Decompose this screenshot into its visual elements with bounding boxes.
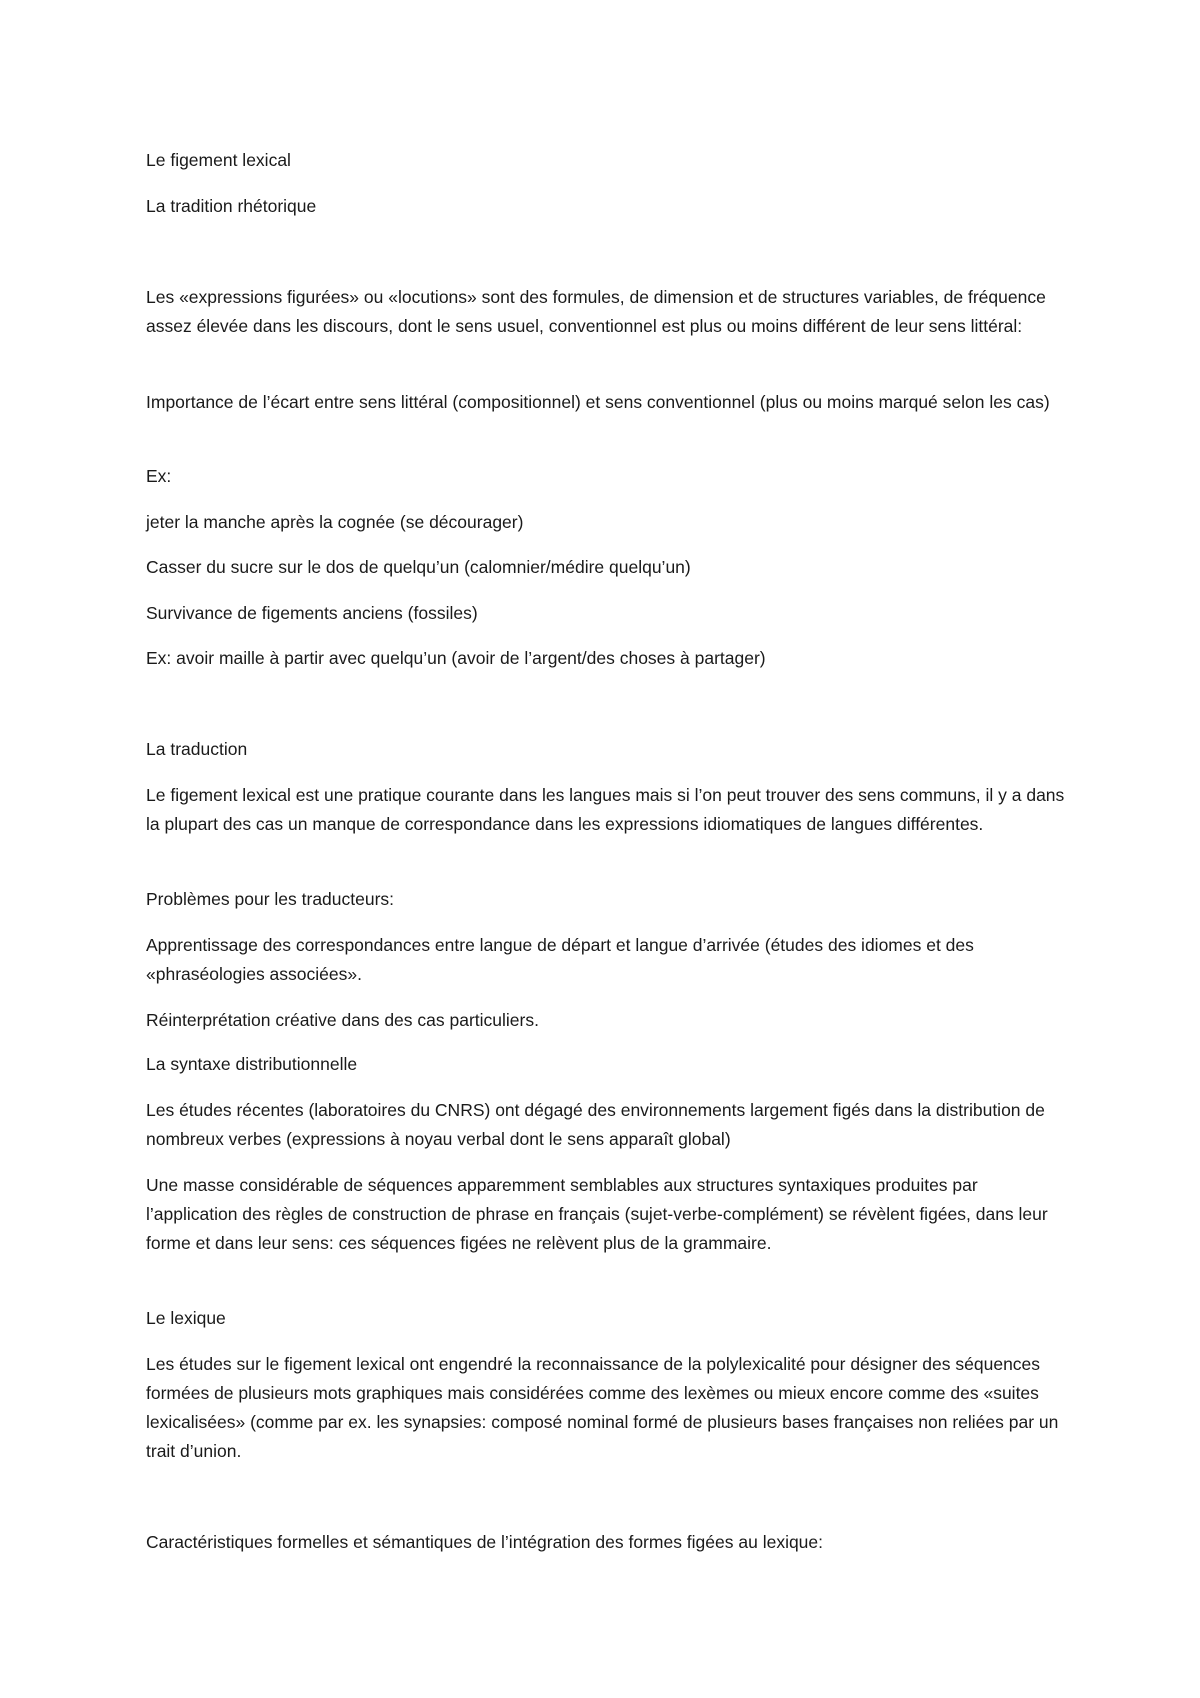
paragraph: Les études récentes (laboratoires du CNRS) ont dégagé des environnements largement figés dans la distribution de nombreux verbes (expressions à noyau verbal dont le sens apparaît global) (146, 1100, 1045, 1149)
section-heading: Le lexique (146, 1308, 226, 1328)
section-heading: La syntaxe distributionnelle (146, 1054, 358, 1074)
paragraph: Problèmes pour les traducteurs: (146, 889, 395, 909)
paragraph: Ex: (146, 466, 172, 486)
paragraph: Réinterprétation créative dans des cas particuliers. (146, 1010, 539, 1030)
paragraph: Une masse considérable de séquences apparemment semblables aux structures syntaxiques produites par l’application des règles de construction de phrase en français (sujet-verbe-complément) se révèlent figées, dans leur forme et dans leur sens: ces séquences figées ne relèvent plus de la grammaire. (146, 1175, 1048, 1253)
paragraph: Survivance de figements anciens (fossiles) (146, 603, 478, 623)
paragraph: Apprentissage des correspondances entre langue de départ et langue d’arrivée (études des idiomes et des «phraséologies associées». (146, 935, 974, 984)
paragraph: Les études sur le figement lexical ont engendré la reconnaissance de la polylexicalité pour désigner des séquences formées de plusieurs mots graphiques mais considérées comme des lexèmes ou mieux encore comme des «suites lexicalisées» (comme par ex. les synapsies: composé nominal formé de plusieurs bases françaises non reliées par un trait d’union. (146, 1354, 1059, 1461)
paragraph: Le figement lexical est une pratique courante dans les langues mais si l’on peut trouver des sens communs, il y a dans la plupart des cas un manque de correspondance dans les expressions idiomatiques de langues différentes. (146, 785, 1065, 834)
section-heading: La tradition rhétorique (146, 196, 317, 216)
paragraph: Les «expressions figurées» ou «locutions» sont des formules, de dimension et de structures variables, de fréquence assez élevée dans les discours, dont le sens usuel, conventionnel est plus ou moins différent de leur sens littéral: (146, 287, 1046, 336)
paragraph: Importance de l’écart entre sens littéral (compositionnel) et sens conventionnel (plus ou moins marqué selon les cas) (146, 392, 1050, 412)
section-heading: La traduction (146, 739, 248, 759)
paragraph: Caractéristiques formelles et sémantiques de l’intégration des formes figées au lexique: (146, 1532, 824, 1552)
paragraph: Casser du sucre sur le dos de quelqu’un (calomnier/médire quelqu’un) (146, 557, 691, 577)
document-title: Le figement lexical (146, 150, 291, 170)
paragraph: Ex: avoir maille à partir avec quelqu’un (avoir de l’argent/des choses à partager) (146, 648, 766, 668)
paragraph: jeter la manche après la cognée (se décourager) (146, 512, 524, 532)
